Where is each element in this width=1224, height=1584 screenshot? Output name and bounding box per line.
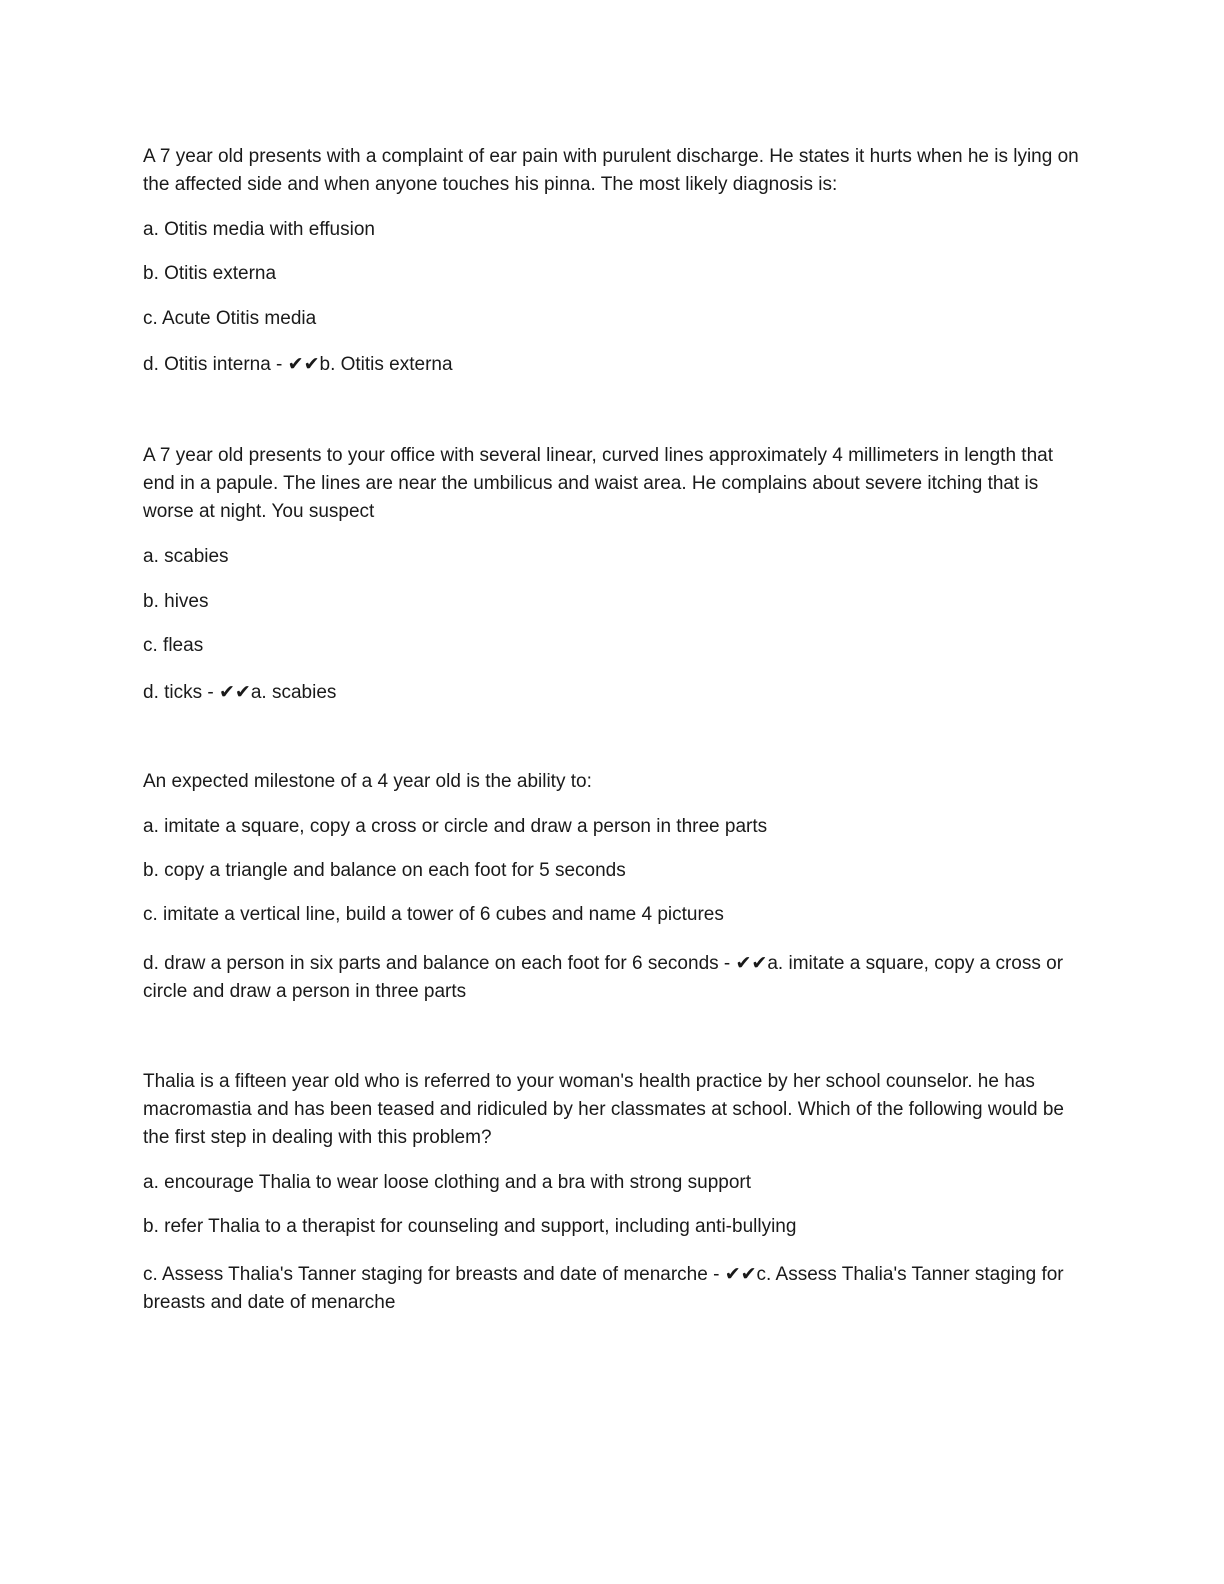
question-4-option-c-answer: c. Assess Thalia's Tanner staging for breasts and date of menarche - ✔✔c. Assess Thalia's Tanner staging for breasts and date of menarche [143, 1264, 1069, 1313]
question-1-option-d-answer: d. Otitis interna - ✔✔b. Otitis externa [143, 354, 453, 375]
question-2-stem: A 7 year old presents to your office with several linear, curved lines approximately 4 millimeters in length that end in a papule. The lines are near the umbilicus and waist area. He complains about severe itching that is worse at night. You suspect [143, 445, 1053, 522]
question-2-option-c: c. fleas [143, 635, 204, 656]
question-1-option-b: b. Otitis externa [143, 263, 277, 284]
question-3-option-a: a. imitate a square, copy a cross or circle and draw a person in three parts [143, 816, 768, 837]
question-4-option-a: a. encourage Thalia to wear loose clothing and a bra with strong support [143, 1172, 752, 1193]
question-2-option-d-answer: d. ticks - ✔✔a. scabies [143, 682, 337, 703]
question-3-option-b: b. copy a triangle and balance on each foot for 5 seconds [143, 860, 626, 881]
question-1-stem: A 7 year old presents with a complaint of ear pain with purulent discharge. He states it hurts when he is lying on the affected side and when anyone touches his pinna. The most likely diagnosis is: [143, 146, 1079, 195]
question-4-stem: Thalia is a fifteen year old who is referred to your woman's health practice by her school counselor. he has macromastia and has been teased and ridiculed by her classmates at school. Which of the following would be the first step in dealing with this problem? [143, 1071, 1064, 1148]
question-1-option-a: a. Otitis media with effusion [143, 219, 375, 240]
question-1-option-c: c. Acute Otitis media [143, 308, 317, 329]
question-2-option-a: a. scabies [143, 546, 229, 567]
question-3-stem: An expected milestone of a 4 year old is the ability to: [143, 771, 592, 792]
question-2-option-b: b. hives [143, 591, 209, 612]
question-3-option-d-answer: d. draw a person in six parts and balance on each foot for 6 seconds - ✔✔a. imitate a square, copy a cross or circle and draw a person in three parts [143, 953, 1069, 1002]
question-3-option-c: c. imitate a vertical line, build a tower of 6 cubes and name 4 pictures [143, 904, 724, 925]
question-4-option-b: b. refer Thalia to a therapist for counseling and support, including anti-bullying [143, 1216, 797, 1237]
